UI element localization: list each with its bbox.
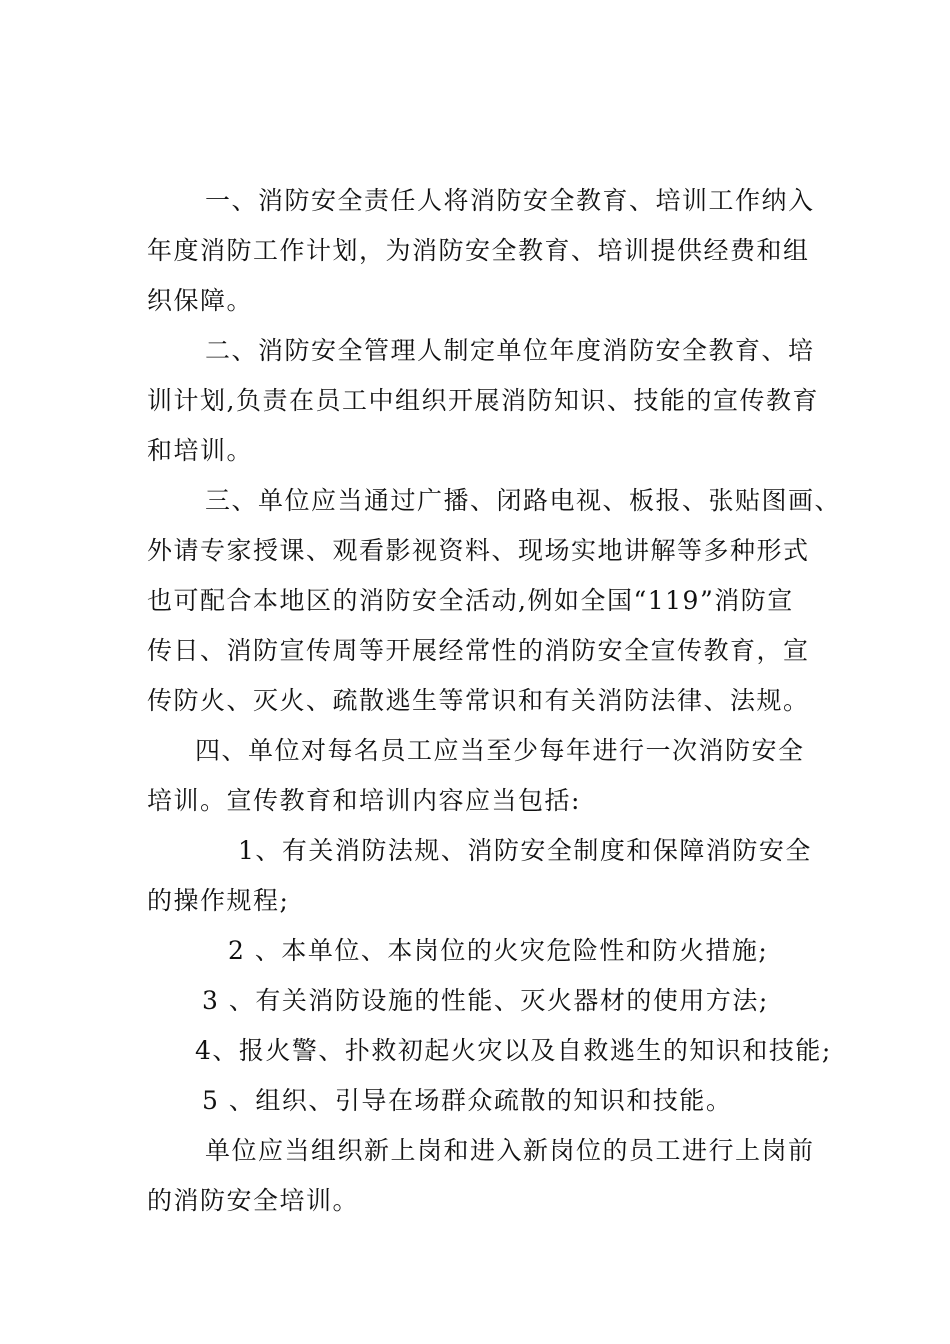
- list-item-3: 3 、有关消防设施的性能、灭火器材的使用方法;: [202, 986, 769, 1015]
- list-item-1-line-1: 1、有关消防法规、消防安全制度和保障消防安全: [238, 836, 812, 865]
- paragraph-3-line-5: 传防火、灭火、疏散逃生等常识和有关消防法律、法规。: [147, 686, 810, 715]
- list-item-2: 2 、本单位、本岗位的火灾危险性和防火措施;: [228, 936, 769, 965]
- paragraph-4-line-1: 四、单位对每名员工应当至少每年进行一次消防安全: [195, 736, 805, 765]
- paragraph-4-line-2: 培训。宣传教育和培训内容应当包括:: [147, 786, 581, 815]
- list-item-1-line-2: 的操作规程;: [147, 886, 290, 915]
- paragraph-2-line-1: 二、消防安全管理人制定单位年度消防安全教育、培: [205, 336, 815, 365]
- paragraph-1-line-2: 年度消防工作计划，为消防安全教育、培训提供经费和组: [147, 236, 810, 265]
- paragraph-2-line-2: 训计划,负责在员工中组织开展消防知识、技能的宣传教育: [147, 386, 819, 415]
- paragraph-5-line-1: 单位应当组织新上岗和进入新岗位的员工进行上岗前: [205, 1136, 815, 1165]
- paragraph-1-line-1: 一、消防安全责任人将消防安全教育、培训工作纳入: [205, 186, 815, 215]
- paragraph-3-line-3: 也可配合本地区的消防安全活动,例如全国“119”消防宣: [147, 586, 794, 615]
- paragraph-1-line-3: 织保障。: [147, 286, 254, 315]
- paragraph-2-line-3: 和培训。: [147, 436, 254, 465]
- paragraph-3-line-4: 传日、消防宣传周等开展经常性的消防安全宣传教育，宣: [147, 636, 810, 665]
- paragraph-3-line-1: 三、单位应当通过广播、闭路电视、板报、张贴图画、: [205, 486, 842, 515]
- list-item-4: 4、报火警、扑救初起火灾以及自救逃生的知识和技能;: [195, 1036, 832, 1065]
- paragraph-5-line-2: 的消防安全培训。: [147, 1186, 360, 1215]
- paragraph-3-line-2: 外请专家授课、观看影视资料、现场实地讲解等多种形式: [147, 536, 810, 565]
- list-item-5: 5 、组织、引导在场群众疏散的知识和技能。: [202, 1086, 733, 1115]
